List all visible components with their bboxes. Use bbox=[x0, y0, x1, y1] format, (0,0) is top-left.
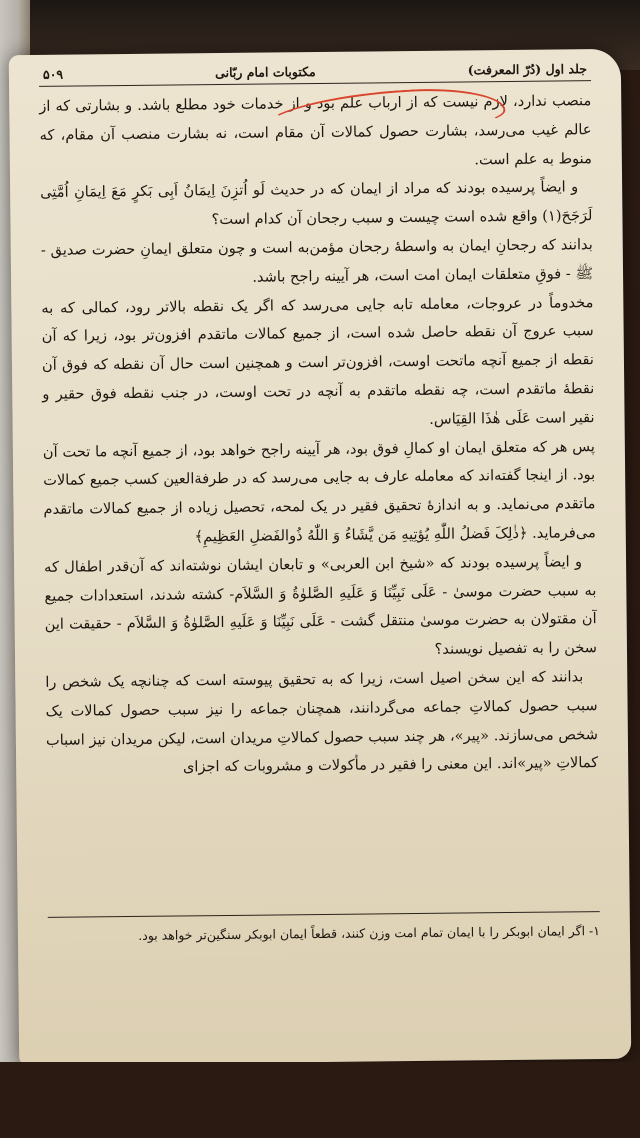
running-header bbox=[39, 61, 591, 87]
paragraph: پس هر که متعلق ایمان او کمالِ فوق بود، هر آیینه راجح خواهد بود، از جمیع آنچه ما تحت آن بود. از اینجا گفته‌اند که معامله عارف به جایی می‌رسد که در طرفة‌العین کسب جمیع کمالات ماتقدم می‌نماید. و به اندازهٔ تحقیق فقیر در یک لمحه، تحصیل زیاده از جمیع کمالات ماتقدم می‌فرماید. ﴿ذٰلِکَ فَضلُ اللّٰهِ یُؤتِیهِ مَن یَّشَاءُ وَ اللّٰهُ ذُوالفَضلِ العَظِیمِ﴾ bbox=[42, 437, 596, 546]
page-number: ۵۰۹ bbox=[42, 66, 64, 82]
paragraph: و ایضاً پرسیده بودند که «شیخ ابن العربی» و تابعان ایشان نوشته‌اند که آن‌قدر اطفال که به سبب حضرت موسیٰ - عَلَی نَبِیِّنَا وَ عَلَیهِ الصَّلوٰةُ وَ السَّلاَم- کشته شدند، استعدادات جمیع آن مقتولان به حضرت موسیٰ منتقل گشت - عَلَی نَبِیِّنَا وَ عَلَیهِ الصَّلوٰةُ وَ السَّلاَم - حقیقت این سخن را به تفصیل نویسند؟ bbox=[44, 553, 598, 658]
paragraph: بدانند که رجحانِ ایمان به واسطهٔ رجحان مؤمن‌به است و چون متعلق ایمانِ حضرت صدیق - ﷺ - فوقِ متعلقات ایمان امت است، هر آیینه راجح باشد. bbox=[40, 236, 594, 286]
header-volume: جلد اول (دُرّ المعرفت) bbox=[467, 61, 587, 78]
paragraph: منصب ندارد، لازم نیست که از ارباب علم بود و از خدمات خود مطلع باشد. و بشارتی که از عالم غیب می‌رسد، بشارت حصول کمالات آن مقام است، نه بشارت منصب آن مقام، که منوط به علم است. bbox=[39, 92, 592, 168]
paragraph: و ایضاً پرسیده بودند که مراد از ایمان که در حدیث لَو اُتزِنَ اِیمَانُ اَبِی بَکرٍ مَعَ اِیمَانِ اُمَّتِی لَرَجَحَ(۱) واقع شده است چیست و سبب رجحان آن کدام است؟ bbox=[40, 178, 593, 229]
page-bottom-shadow bbox=[0, 1062, 640, 1138]
book-page bbox=[9, 49, 632, 1065]
paragraph: بدانند که این سخن اصیل است، زیرا که به تحقیق پیوسته است که چنانچه یک شخص را سبب حصول کمالاتِ جماعه می‌گردانند، همچنان جماعه را نیز سبب حصول کمالات یک شخص می‌سازند. «پیر»، هر چند سبب حصول کمالاتِ مریدان است، لیکن مریدان نیز اسباب کمالاتِ «پیر»اند. این معنی را فقیر در مأکولات و مشروبات که اجزای bbox=[45, 668, 599, 776]
header-book-title: مکتوبات امام ربّانی bbox=[215, 64, 316, 81]
paragraph: مخدوماً در عروجات، معامله تابه جایی می‌رسد که اگر یک نقطه بالاتر رود، کمالی که به سبب عروج آن نقطه حاصل شده است، از جمیع کمالات ماتقدم افزون‌تر بود، زیرا که آن نقطه از جمیع آنچه ماتحت اوست، افزون‌تر است و همچنین است حال آن نقطه که فوق آن نقطهٔ ماتقدم است، چه نقطه ماتقدم به آنچه در تحت اوست، در جنب نقطه فوق حقیر و نقیر است عَلَی هٰذَا القِیَاس. bbox=[41, 293, 595, 428]
body-text bbox=[39, 87, 598, 784]
page-content bbox=[39, 61, 601, 1055]
footnote: ۱- اگر ایمان ابوبکر را با ایمان تمام امت وزن کنند، قطعاً ایمان ابوبکر سنگین‌تر خواهد بود. bbox=[138, 923, 601, 943]
